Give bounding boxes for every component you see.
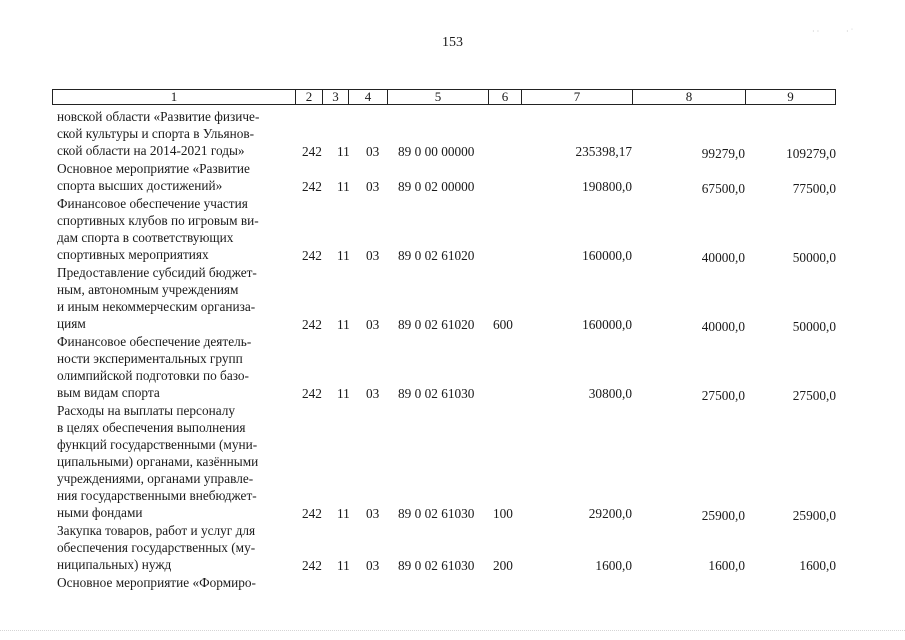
column-header-3: 3 <box>322 89 349 105</box>
table-row <box>0 195 905 264</box>
cell-col6: 600 <box>493 317 513 332</box>
cell-col9: 1600,0 <box>799 558 836 573</box>
column-header-8: 8 <box>632 89 746 105</box>
row-description: Основное мероприятие «Формиро- <box>57 575 256 590</box>
cell-col7: 160000,0 <box>582 317 632 332</box>
column-header-6: 6 <box>488 89 522 105</box>
column-header-9: 9 <box>745 89 836 105</box>
cell-col5: 89 0 00 00000 <box>398 144 475 159</box>
cell-col3: 11 <box>337 179 350 194</box>
cell-col8: 99279,0 <box>701 146 745 161</box>
cell-col9: 50000,0 <box>792 319 836 334</box>
cell-col3: 11 <box>337 386 350 401</box>
cell-col3: 11 <box>337 558 350 573</box>
cell-col9: 77500,0 <box>792 181 836 196</box>
table-row <box>0 333 905 402</box>
scan-artifact: · ˙ <box>846 27 854 36</box>
cell-col5: 89 0 02 61030 <box>398 506 475 521</box>
cell-col3: 11 <box>337 506 350 521</box>
column-header-2: 2 <box>295 89 323 105</box>
cell-col8: 40000,0 <box>701 319 745 334</box>
cell-col7: 160000,0 <box>582 248 632 263</box>
row-description: Основное мероприятие «Развитие спорта высших достижений» <box>57 161 250 193</box>
cell-col2: 242 <box>302 386 322 401</box>
cell-col3: 11 <box>337 144 350 159</box>
table-row <box>0 574 905 592</box>
cell-col2: 242 <box>302 506 322 521</box>
cell-col4: 03 <box>366 144 380 159</box>
cell-col8: 25900,0 <box>701 508 745 523</box>
cell-col7: 30800,0 <box>588 386 632 401</box>
cell-col4: 03 <box>366 179 380 194</box>
cell-col7: 1600,0 <box>595 558 632 573</box>
cell-col4: 03 <box>366 506 380 521</box>
cell-col6: 100 <box>493 506 513 521</box>
scan-artifact: · · <box>812 27 820 36</box>
cell-col9: 50000,0 <box>792 250 836 265</box>
page-bottom-edge <box>0 630 905 633</box>
table-header-row <box>52 89 836 105</box>
cell-col5: 89 0 02 00000 <box>398 179 475 194</box>
column-header-7: 7 <box>521 89 633 105</box>
cell-col7: 235398,17 <box>575 144 632 159</box>
table-row <box>0 402 905 522</box>
cell-col3: 11 <box>337 317 350 332</box>
column-header-1: 1 <box>52 89 296 105</box>
table-row <box>0 160 905 195</box>
cell-col6: 200 <box>493 558 513 573</box>
cell-col5: 89 0 02 61020 <box>398 248 475 263</box>
cell-col5: 89 0 02 61030 <box>398 558 475 573</box>
cell-col4: 03 <box>366 558 380 573</box>
table-row <box>0 264 905 333</box>
cell-col7: 29200,0 <box>588 506 632 521</box>
cell-col5: 89 0 02 61020 <box>398 317 475 332</box>
column-header-5: 5 <box>387 89 489 105</box>
table-row <box>0 108 905 160</box>
cell-col9: 25900,0 <box>792 508 836 523</box>
cell-col3: 11 <box>337 248 350 263</box>
cell-col2: 242 <box>302 179 322 194</box>
row-description: новской области «Развитие физиче- ской культуры и спорта в Ульянов- ской области на 2014-2021 годы» <box>57 109 260 158</box>
row-description: Финансовое обеспечение участия спортивных клубов по игровым ви- дам спорта в соответствующих спортивных мероприятиях <box>57 196 259 262</box>
row-description: Предоставление субсидий бюджет- ным, автономным учреждениям и иным некоммерческим организа- циям <box>57 265 257 331</box>
row-description: Финансовое обеспечение деятель- ности экспериментальных групп олимпийской подготовки по базо- вым видам спорта <box>57 334 252 400</box>
table-row <box>0 522 905 574</box>
row-description: Расходы на выплаты персоналу в целях обеспечения выполнения функций государственными (муни- ципальными) органами, казёнными учреждениями, органами управле- ния государственными внебюджет- ными фондами <box>57 403 259 520</box>
column-header-4: 4 <box>348 89 388 105</box>
cell-col2: 242 <box>302 248 322 263</box>
cell-col8: 67500,0 <box>701 181 745 196</box>
cell-col8: 1600,0 <box>708 558 745 573</box>
cell-col4: 03 <box>366 248 380 263</box>
page-number: 153 <box>442 35 463 50</box>
cell-col8: 40000,0 <box>701 250 745 265</box>
cell-col2: 242 <box>302 558 322 573</box>
cell-col8: 27500,0 <box>701 388 745 403</box>
cell-col4: 03 <box>366 386 380 401</box>
cell-col5: 89 0 02 61030 <box>398 386 475 401</box>
cell-col9: 27500,0 <box>792 388 836 403</box>
cell-col4: 03 <box>366 317 380 332</box>
cell-col2: 242 <box>302 317 322 332</box>
row-description: Закупка товаров, работ и услуг для обеспечения государственных (му- ниципальных) нужд <box>57 523 256 572</box>
cell-col9: 109279,0 <box>786 146 836 161</box>
cell-col2: 242 <box>302 144 322 159</box>
table-body <box>0 108 905 592</box>
cell-col7: 190800,0 <box>582 179 632 194</box>
